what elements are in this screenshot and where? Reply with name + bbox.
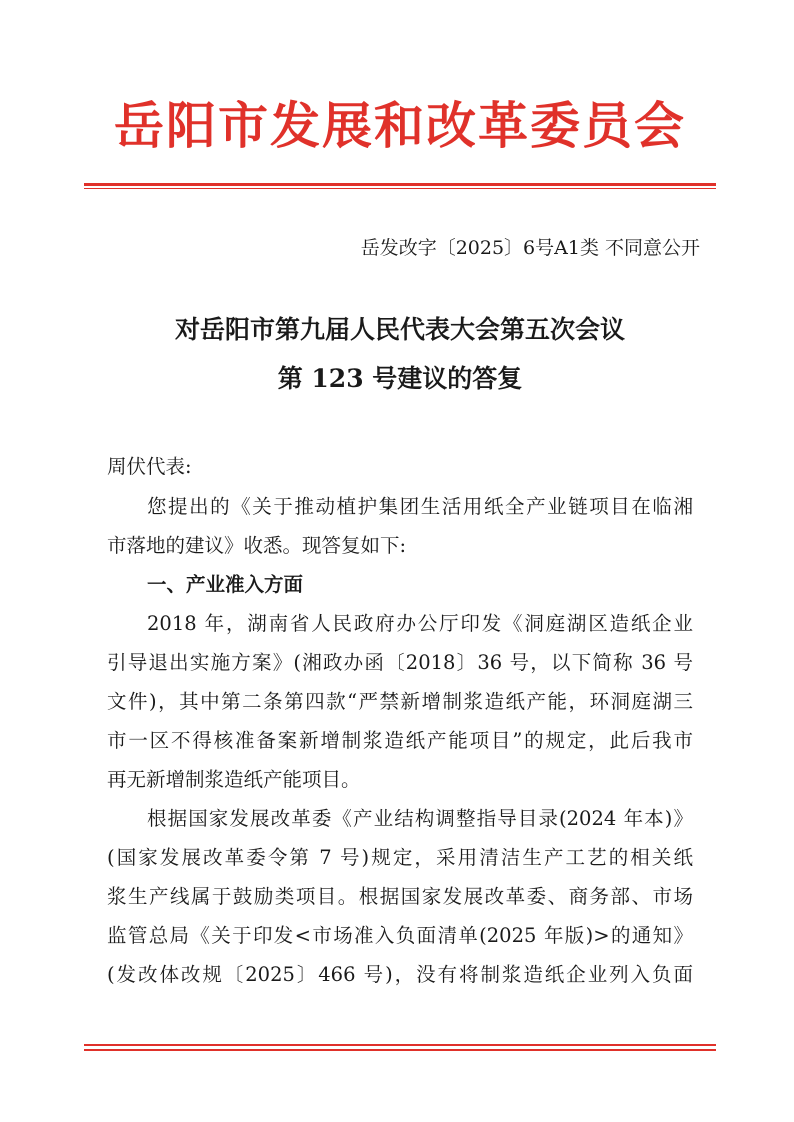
paragraph-line: 浆生产线属于鼓励类项目。根据国家发展改革委、商务部、市场 — [107, 885, 693, 908]
paragraph-line: 再无新增制浆造纸产能项目。 — [107, 768, 361, 791]
header-red-rule — [84, 183, 716, 186]
paragraph-line: 市落地的建议》收悉。现答复如下: — [107, 534, 407, 557]
document-title-line-1: 对岳阳市第九届人民代表大会第五次会议 — [174, 315, 625, 344]
footer-red-rule — [84, 1044, 716, 1046]
footer-red-rule-2 — [84, 1049, 716, 1051]
paragraph-line: 2018 年，湖南省人民政府办公厅印发《洞庭湖区造纸企业 — [147, 612, 693, 635]
header-red-rule-thin — [84, 188, 716, 189]
salutation: 周伏代表: — [107, 455, 192, 478]
paragraph-line: 您提出的《关于推动植护集团生活用纸全产业链项目在临湘 — [147, 495, 693, 518]
section-heading: 一、产业准入方面 — [147, 573, 304, 596]
document-number: 岳发改字〔2025〕6号A1类 不同意公开 — [360, 237, 700, 259]
paragraph-line: 根据国家发展改革委《产业结构调整指导目录(2024 年本)》 — [147, 807, 693, 830]
org-name-header: 岳阳市发展和改革委员会 — [114, 96, 686, 155]
paragraph-line: 市一区不得核准备案新增制浆造纸产能项目”的规定，此后我市 — [107, 729, 693, 752]
paragraph-line: (国家发展改革委令第 7 号)规定，采用清洁生产工艺的相关纸 — [107, 846, 693, 869]
paragraph-line: (发改体改规〔2025〕466 号)，没有将制浆造纸企业列入负面 — [107, 963, 693, 986]
paragraph-line: 文件)，其中第二条第四款“严禁新增制浆造纸产能，环洞庭湖三 — [107, 690, 693, 713]
paragraph-line: 引导退出实施方案》(湘政办函〔2018〕36 号，以下简称 36 号 — [107, 651, 693, 674]
document-title-line-2: 第 123 号建议的答复 — [277, 364, 523, 393]
paragraph-line: 监管总局《关于印发<市场准入负面清单(2025 年版)>的通知》 — [107, 924, 693, 947]
